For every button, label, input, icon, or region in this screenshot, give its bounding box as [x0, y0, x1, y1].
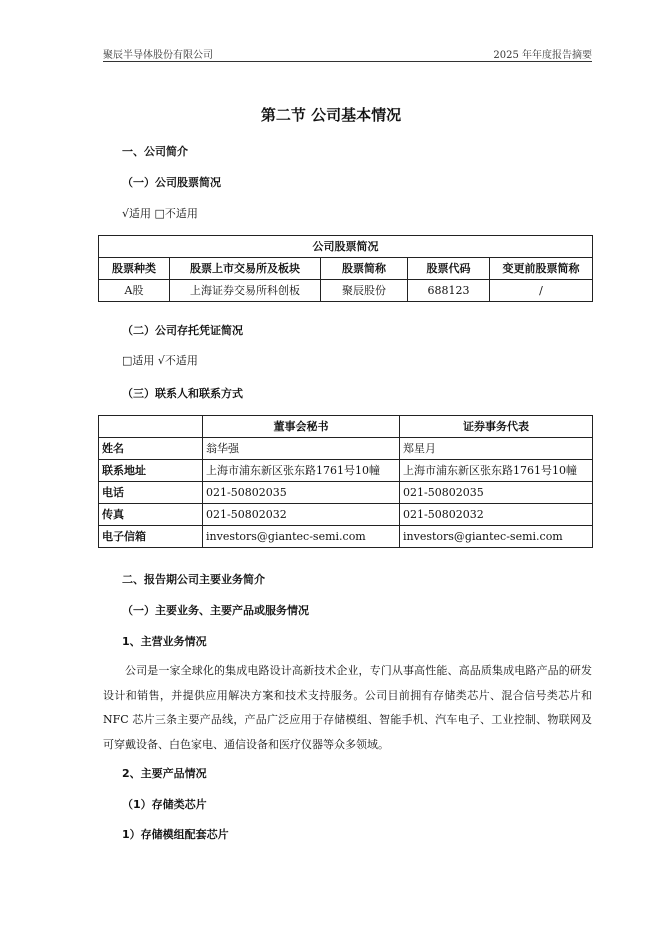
table-row [99, 526, 593, 548]
secretary-value: 上海市浦东新区张东路1761号10幢 [203, 460, 400, 482]
heading-module-chips: 1）存储模组配套芯片 [122, 828, 229, 841]
contact-table-header: 董事会秘书 [203, 416, 400, 438]
heading-company-intro: 一、公司简介 [122, 145, 188, 158]
previous-abbr-cell: / [490, 280, 593, 302]
exchange-cell: 上海证券交易所科创板 [170, 280, 321, 302]
heading-main-products: 2、主要产品情况 [122, 767, 207, 780]
stock-table-header: 股票代码 [408, 258, 490, 280]
representative-value: investors@giantec-semi.com [400, 526, 593, 548]
heading-storage-chips: （1）存储类芯片 [122, 798, 207, 811]
representative-value: 上海市浦东新区张东路1761号10幢 [400, 460, 593, 482]
stock-applicable-option: √适用 □不适用 [122, 207, 198, 220]
stock-table [98, 235, 593, 302]
secretary-value: 021-50802035 [203, 482, 400, 504]
stock-table-header: 变更前股票简称 [490, 258, 593, 280]
table-row [99, 438, 593, 460]
stock-table-header-row [99, 258, 593, 280]
row-label: 电子信箱 [99, 526, 203, 548]
representative-value: 021-50802032 [400, 504, 593, 526]
table-row [99, 482, 593, 504]
row-label: 传真 [99, 504, 203, 526]
representative-value: 郑星月 [400, 438, 593, 460]
contact-table [98, 415, 593, 548]
row-label: 联系地址 [99, 460, 203, 482]
section-title: 第二节 公司基本情况 [260, 106, 402, 124]
heading-business-overview: 二、报告期公司主要业务简介 [122, 573, 265, 586]
heading-main-business: （一）主要业务、主要产品或服务情况 [122, 604, 309, 617]
secretary-value: 021-50802032 [203, 504, 400, 526]
table-row [99, 504, 593, 526]
header-report-title: 2025 年年度报告摘要 [493, 50, 592, 61]
stock-table-header: 股票种类 [99, 258, 170, 280]
contact-table-header [99, 416, 203, 438]
header-rule [103, 61, 592, 62]
header-company: 聚辰半导体股份有限公司 [103, 50, 213, 61]
stock-table-header: 股票简称 [321, 258, 408, 280]
stock-table-caption: 公司股票简况 [99, 236, 593, 258]
stock-type-cell: A股 [99, 280, 170, 302]
stock-code-cell: 688123 [408, 280, 490, 302]
representative-value: 021-50802035 [400, 482, 593, 504]
table-row [99, 280, 593, 302]
business-description-paragraph: 公司是一家全球化的集成电路设计高新技术企业，专门从事高性能、高品质集成电路产品的研发设计和销售，并提供应用解决方案和技术支持服务。公司目前拥有存储类芯片、混合信号类芯片和 NFC 芯片三条主要产品线，产品广泛应用于存储模组、智能手机、汽车电子、工业控制、物联网及可穿戴设备、白色家电、通信设备和医疗仪器等众多领域。 [103, 664, 592, 751]
depositary-applicable-option: □适用 √不适用 [122, 354, 198, 367]
secretary-value: 翁华强 [203, 438, 400, 460]
heading-stock-overview: （一）公司股票简况 [122, 176, 221, 189]
row-label: 姓名 [99, 438, 203, 460]
heading-main-business-status: 1、主营业务情况 [122, 635, 207, 648]
secretary-value: investors@giantec-semi.com [203, 526, 400, 548]
heading-contact-info: （三）联系人和联系方式 [122, 387, 243, 400]
stock-abbr-cell: 聚辰股份 [321, 280, 408, 302]
heading-depositary-receipts: （二）公司存托凭证简况 [122, 324, 243, 337]
contact-table-header-row [99, 416, 593, 438]
table-row [99, 460, 593, 482]
row-label: 电话 [99, 482, 203, 504]
stock-table-header: 股票上市交易所及板块 [170, 258, 321, 280]
contact-table-header: 证券事务代表 [400, 416, 593, 438]
